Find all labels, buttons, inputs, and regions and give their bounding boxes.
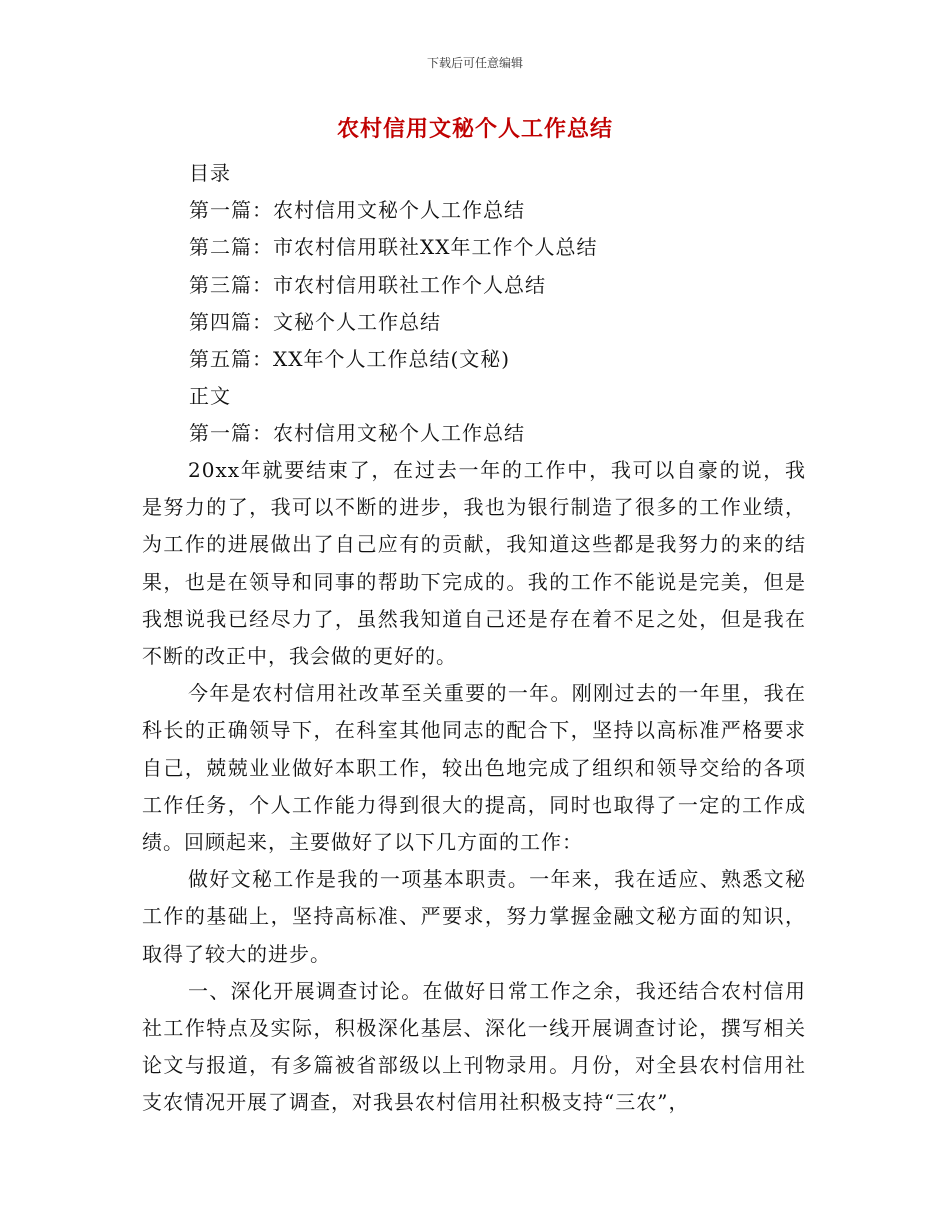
body-heading: 正文 — [189, 384, 231, 409]
toc-item: 第四篇：文秘个人工作总结 — [189, 309, 441, 334]
paragraph: 20xx年就要结束了，在过去一年的工作中，我可以自豪的说，我是努力的了，我可以不断的进步，我也为银行制造了很多的工作业绩，为工作的进展做出了自己应有的贡献，我知道这些都是我努力的来的结果，也是在领导和同事的帮助下完成的。我的工作不能说是完美，但是我想说我已经尽力了，虽然我知道自己还是存在着不足之处，但是我在不断的改正中，我会做的更好的。 — [142, 458, 806, 669]
paragraph: 今年是农村信用社改革至关重要的一年。刚刚过去的一年里，我在科长的正确领导下，在科室其他同志的配合下，坚持以高标准严格要求自己，兢兢业业做好本职工作，较出色地完成了组织和领导交给的各项工作任务，个人工作能力得到很大的提高，同时也取得了一定的工作成绩。回顾起来，主要做好了以下几方面的工作： — [142, 681, 806, 855]
toc-item: 第一篇：农村信用文秘个人工作总结 — [189, 198, 525, 223]
paragraph: 一、深化开展调查讨论。在做好日常工作之余，我还结合农村信用社工作特点及实际，积极深化基层、深化一线开展调查讨论，撰写相关论文与报道，有多篇被省部级以上刊物录用。月份，对全县农村信用社支农情况开展了调查，对我县农村信用社积极支持“三农”， — [142, 978, 806, 1115]
header-note: 下载后可任意编辑 — [426, 56, 523, 70]
section-heading: 第一篇：农村信用文秘个人工作总结 — [189, 421, 525, 446]
toc-item: 第五篇：XX年个人工作总结(文秘) — [189, 346, 511, 371]
toc-item: 第二篇：市农村信用联社XX年工作个人总结 — [189, 235, 598, 260]
body-text — [142, 452, 806, 1122]
table-of-contents — [189, 155, 809, 453]
toc-item: 第三篇：市农村信用联社工作个人总结 — [189, 272, 546, 297]
toc-heading: 目录 — [189, 161, 231, 185]
paragraph: 做好文秘工作是我的一项基本职责。一年来，我在适应、熟悉文秘工作的基础上，坚持高标准、严要求，努力掌握金融文秘方面的知识，取得了较大的进步。 — [142, 867, 806, 966]
document-title: 农村信用文秘个人工作总结 — [336, 116, 613, 142]
